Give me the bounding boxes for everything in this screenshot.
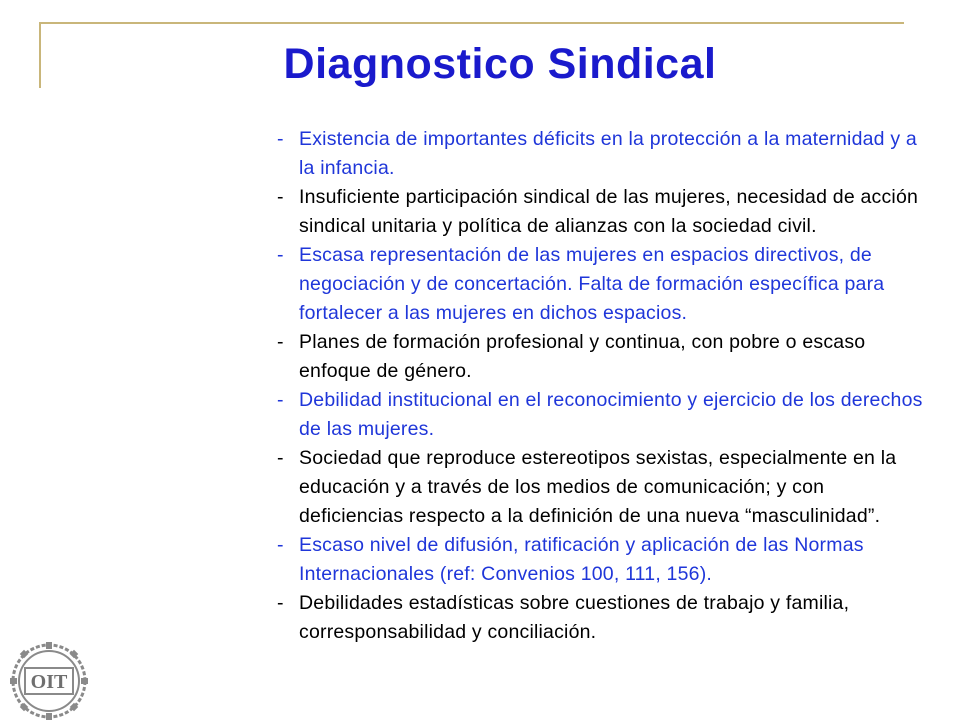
oit-logo-icon: [8, 640, 90, 720]
bullet-text: Planes de formación profesional y continua, con pobre o escaso enfoque de género.: [299, 331, 866, 382]
bullet-text: Escasa representación de las mujeres en espacios directivos, de negociación y de concertación. Falta de formación específica para fortalecer a las mujeres en dichos espacios.: [299, 244, 885, 324]
bullet-text: Debilidad institucional en el reconocimiento y ejercicio de los derechos de las mujeres.: [299, 389, 923, 440]
bullet-item: [277, 125, 927, 183]
slide-title: Diagnostico Sindical: [283, 40, 717, 88]
bullet-marker: -: [277, 447, 284, 469]
bullet-marker: -: [277, 186, 284, 208]
bullet-marker: -: [277, 331, 284, 353]
bullet-text: Existencia de importantes déficits en la protección a la maternidad y a la infancia.: [299, 128, 917, 179]
bullet-item: [277, 386, 927, 444]
bullet-item: [277, 444, 927, 531]
bullet-marker: -: [277, 592, 284, 614]
bullet-text: Insuficiente participación sindical de las mujeres, necesidad de acción sindical unitaria y política de alianzas con la sociedad civil.: [299, 186, 919, 237]
bullet-marker: -: [277, 389, 284, 411]
frame-top-line: [39, 22, 904, 24]
bullet-item: [277, 183, 927, 241]
bullet-text: Escaso nivel de difusión, ratificación y aplicación de las Normas Internacionales (ref: Convenios 100, 111, 156).: [299, 534, 864, 585]
bullet-marker: -: [277, 244, 284, 266]
bullet-marker: -: [277, 128, 284, 150]
bullet-item: [277, 531, 927, 589]
bullet-marker: -: [277, 534, 284, 556]
bullet-text: Sociedad que reproduce estereotipos sexistas, especialmente en la educación y a través de los medios de comunicación; y con deficiencias respecto a la definición de una nueva “masculinidad”.: [299, 447, 897, 527]
bullet-item: [277, 328, 927, 386]
bullet-item: [277, 589, 927, 647]
bullet-item: [277, 241, 927, 328]
bullet-list: [277, 125, 927, 647]
logo-text: OIT: [30, 671, 68, 693]
bullet-text: Debilidades estadísticas sobre cuestiones de trabajo y familia, corresponsabilidad y conciliación.: [299, 592, 850, 643]
